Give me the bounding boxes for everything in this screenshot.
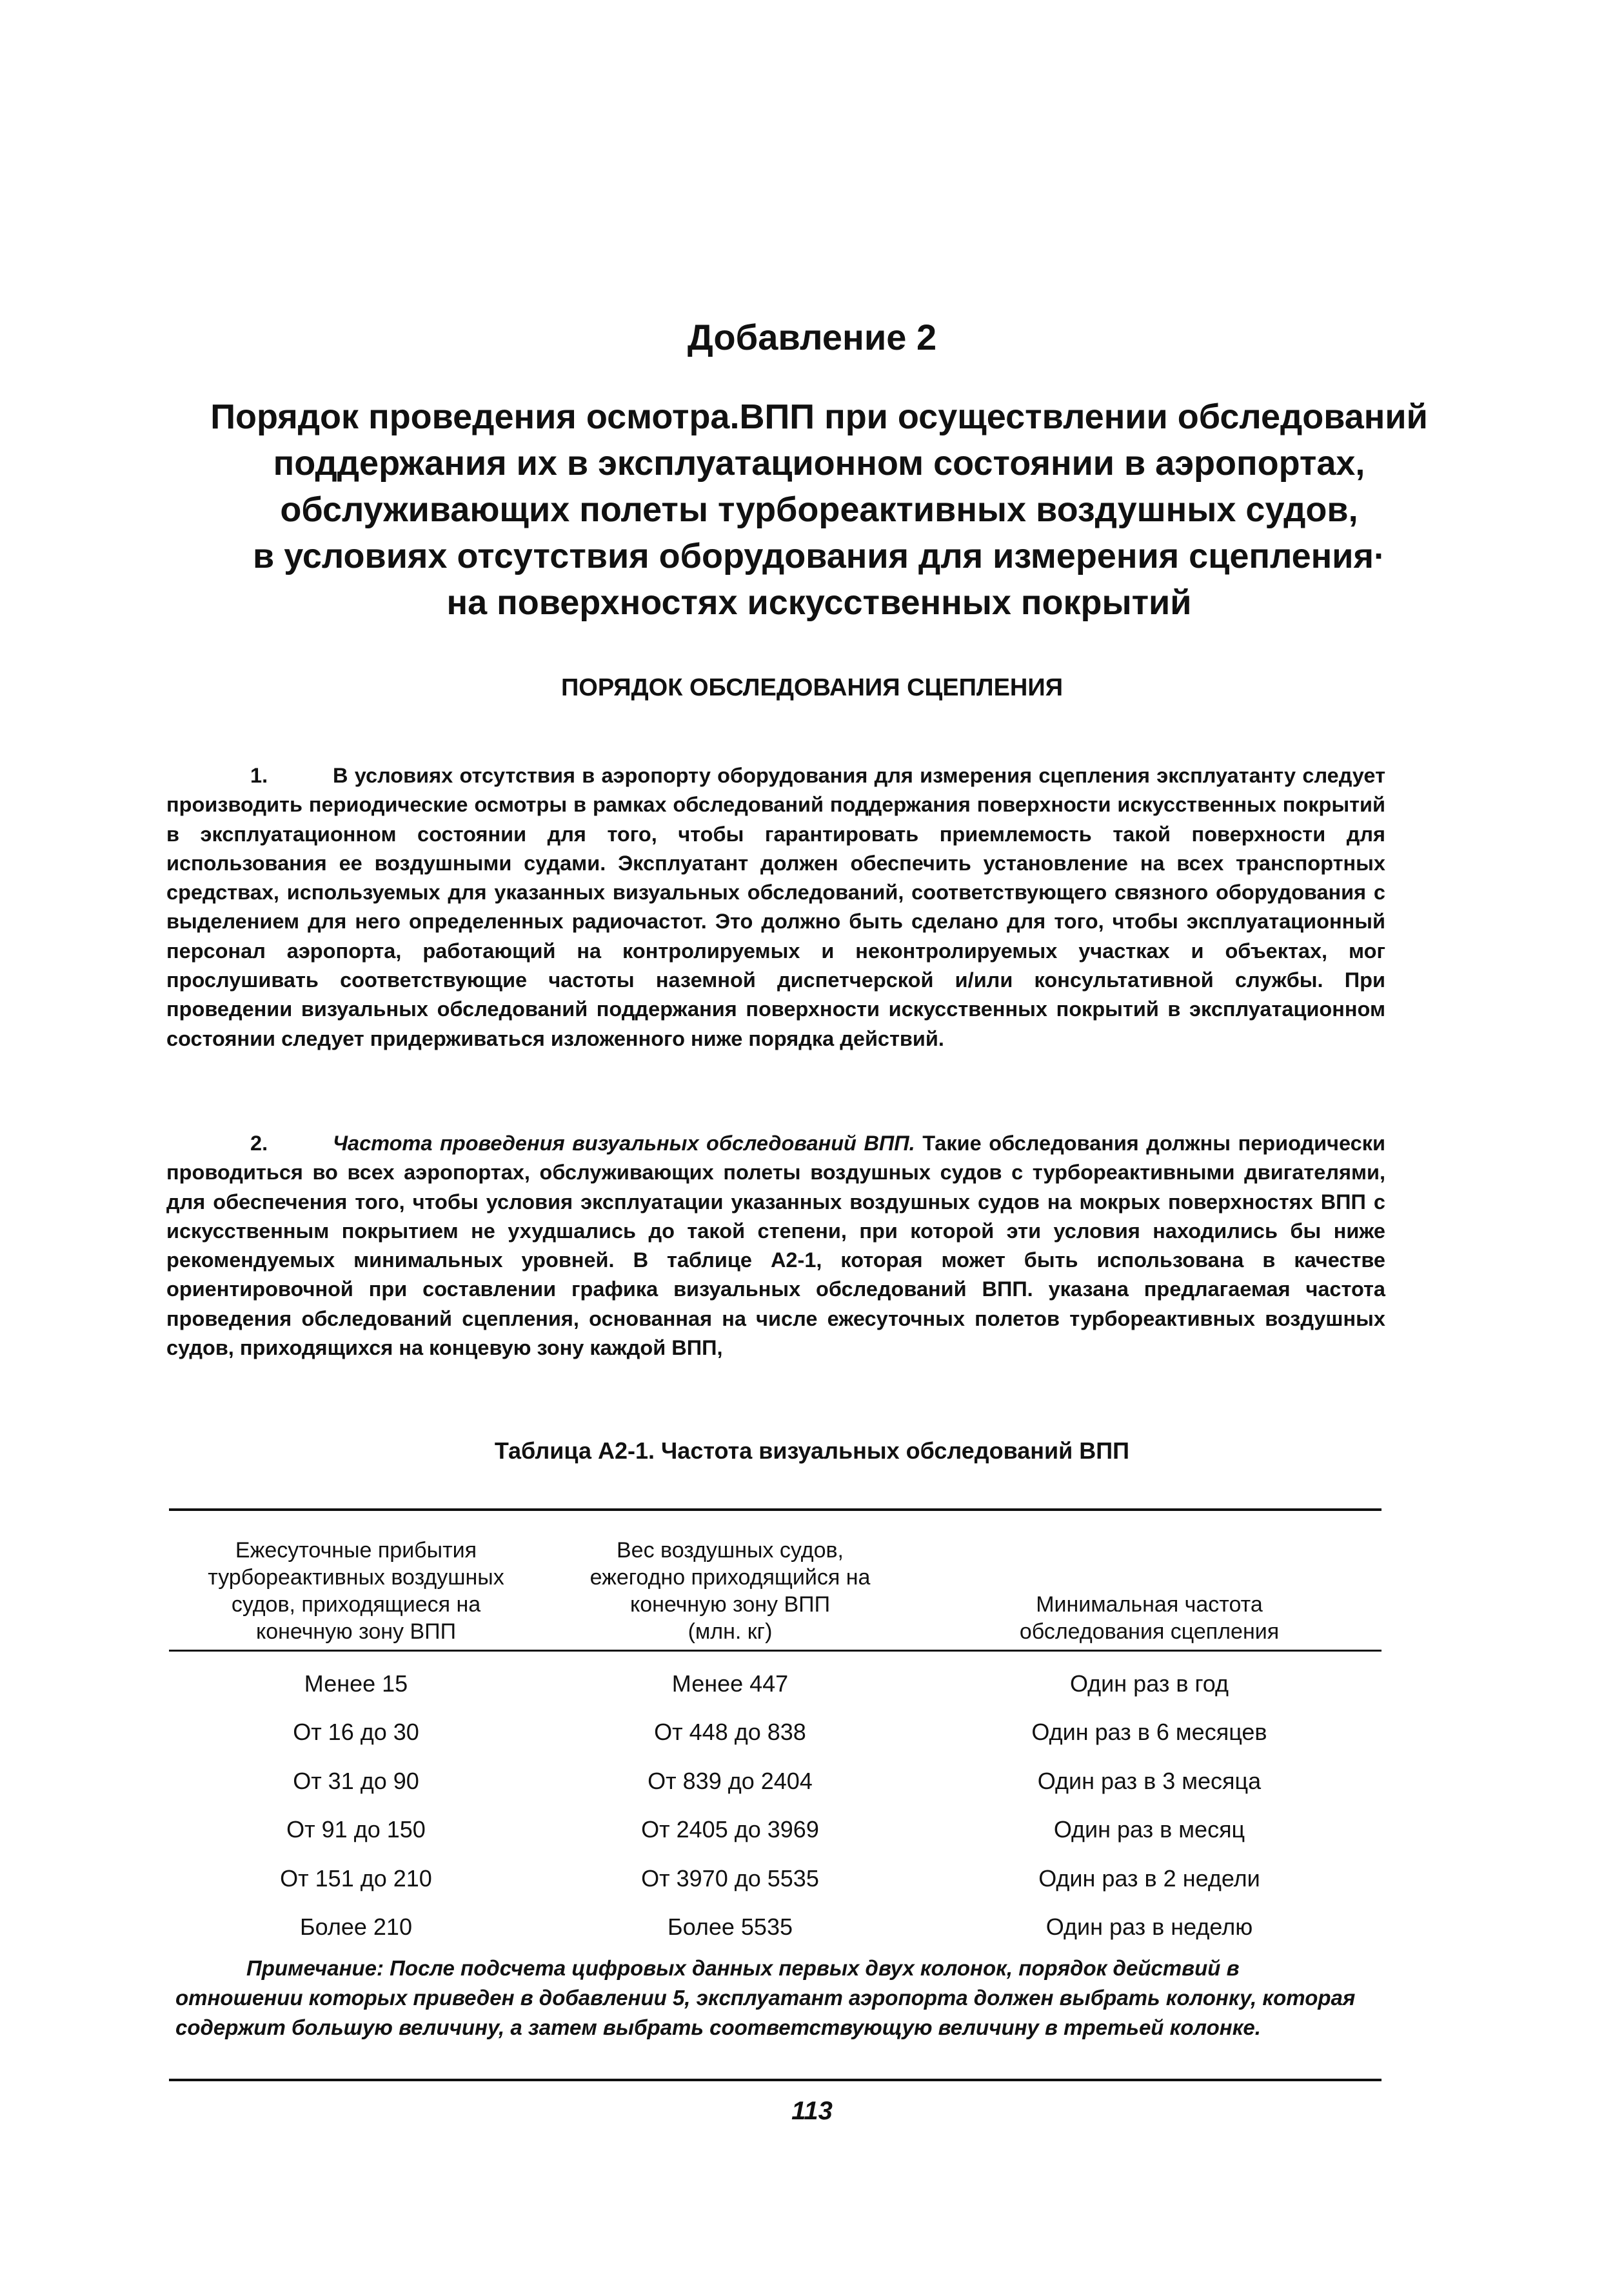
section-title: ПОРЯДОК ОБСЛЕДОВАНИЯ СЦЕПЛЕНИЯ: [560, 674, 1064, 701]
paragraph-number: 2.: [250, 1132, 268, 1155]
table-top-rule: [169, 1508, 1381, 1511]
table-cell: От 91 до 150: [286, 1816, 426, 1843]
table-cell: От 31 до 90: [293, 1767, 419, 1794]
page-number: 113: [791, 2097, 833, 2125]
table-row: [169, 1757, 1381, 1806]
table-cell: От 448 до 838: [654, 1719, 806, 1746]
table-caption: Таблица А2-1. Частота визуальных обследований ВПП: [494, 1437, 1130, 1464]
table-cell: От 839 до 2404: [648, 1767, 813, 1794]
paragraph-2: [166, 1129, 1385, 1363]
paragraph-text: В условиях отсутствия в аэропорту оборудования для измерения сцепления эксплуатанту следует производить периодические осмотры в рамках обследований поддержания поверхности искусственных покрытий в эксплуатационном состоянии для того, чтобы гарантировать приемлемость такой поверхности для использования ее воздушными судами. Эксплуатант должен обеспечить установление на всех транспортных средствах, используемых для указанных визуальных обследований, соответствующего связного оборудования с выделением для него определенных радиочастот. Это должно быть сделано для того, чтобы эксплуатационный персонал аэропорта, работающий на контролируемых и неконтролируемых участках и объектах, мог прослушивать соответствующие частоты наземной диспетчерской и/или консультативной службы. При проведении визуальных обследований поддержания поверхности искусственных покрытий в эксплуатационном состоянии следует придерживаться изложенного ниже порядка действий.: [166, 764, 1385, 1050]
header-line: ежегодно приходящийся на: [589, 1565, 871, 1590]
table-row: [169, 1903, 1381, 1952]
table-cell: Менее 447: [671, 1670, 789, 1697]
table-cell: Один раз в 6 месяцев: [1031, 1719, 1267, 1746]
paragraph-italic-lead: Частота проведения визуальных обследований ВПП.: [333, 1132, 915, 1155]
table-body: [169, 1659, 1381, 1952]
header-line: Минимальная частота: [1036, 1592, 1263, 1617]
table-header-cell: [543, 1519, 917, 1645]
table-header: [169, 1519, 1381, 1645]
table-cell: От 3970 до 5535: [641, 1864, 819, 1892]
table-row: [169, 1854, 1381, 1903]
table-row: [169, 1659, 1381, 1708]
main-title: [148, 394, 1490, 626]
table-header-cell: [917, 1519, 1381, 1645]
table-cell: Более 5535: [668, 1914, 793, 1941]
table-cell: Более 210: [300, 1914, 412, 1941]
table-header-cell: [169, 1519, 543, 1645]
table-cell: От 151 до 210: [280, 1864, 432, 1892]
header-line: Вес воздушных судов,: [617, 1538, 844, 1563]
appendix-title: Добавление 2: [687, 317, 937, 357]
header-line: судов, приходящиеся на: [231, 1592, 481, 1617]
table-cell: Один раз в неделю: [1045, 1914, 1253, 1941]
main-title-line: на поверхностях искусственных покрытий: [446, 583, 1192, 622]
table-cell: От 16 до 30: [293, 1719, 419, 1746]
paragraph-number: 1.: [250, 764, 268, 787]
table-header-rule: [169, 1650, 1381, 1652]
table-note: Примечание: После подсчета цифровых данных первых двух колонок, порядок действий в отношении которых приведен в добавлении 5, эксплуатант аэропорта должен выбрать колонку, которая содержит большую величину, а затем выбрать соответствующую величину в третьей колонке.: [175, 1956, 1356, 2039]
paragraph-text: Такие обследования должны периодически проводиться во всех аэропортах, обслуживающих полеты воздушных судов с турбореактивными двигателями, для обеспечения того, чтобы условия эксплуатации указанных воздушных судов на мокрых поверхностях ВПП с искусственным покрытием не ухудшались до такой степени, при которой эти условия находились бы ниже рекомендуемых минимальных уровней. В таблице А2-1, которая может быть использована в качестве ориентировочной при составлении графика визуальных обследований ВПП. указана предлагаемая частота проведения обследований сцепления, основанная на числе ежесуточных полетов турбореактивных воздушных судов, приходящихся на концевую зону каждой ВПП,: [166, 1132, 1385, 1360]
table-cell: Один раз в год: [1069, 1670, 1229, 1697]
paragraph-1: [166, 761, 1385, 1054]
main-title-line: в условиях отсутствия оборудования для измерения сцепления·: [253, 537, 1385, 575]
main-title-line: Порядок проведения осмотра.ВПП при осуществлении обследований: [210, 397, 1428, 436]
table-row: [169, 1806, 1381, 1855]
table-cell: Один раз в месяц: [1053, 1816, 1245, 1843]
table-cell: Менее 15: [304, 1670, 408, 1697]
header-line: (млн. кг): [688, 1619, 773, 1644]
header-line: конечную зону ВПП: [255, 1619, 457, 1644]
table-cell: Один раз в 2 недели: [1038, 1864, 1260, 1892]
table-cell: От 2405 до 3969: [641, 1816, 819, 1843]
header-line: конечную зону ВПП: [629, 1592, 831, 1617]
table-cell: Один раз в 3 месяца: [1037, 1767, 1262, 1794]
header-line: турбореактивных воздушных: [208, 1565, 504, 1590]
header-line: обследования сцепления: [1019, 1619, 1280, 1644]
main-title-line: поддержания их в эксплуатационном состоянии в аэропортах,: [273, 444, 1365, 483]
table-row: [169, 1708, 1381, 1757]
header-line: Ежесуточные прибытия: [235, 1538, 477, 1563]
main-title-line: обслуживающих полеты турбореактивных воздушных судов,: [280, 490, 1358, 529]
table-bottom-rule: [169, 2079, 1381, 2081]
